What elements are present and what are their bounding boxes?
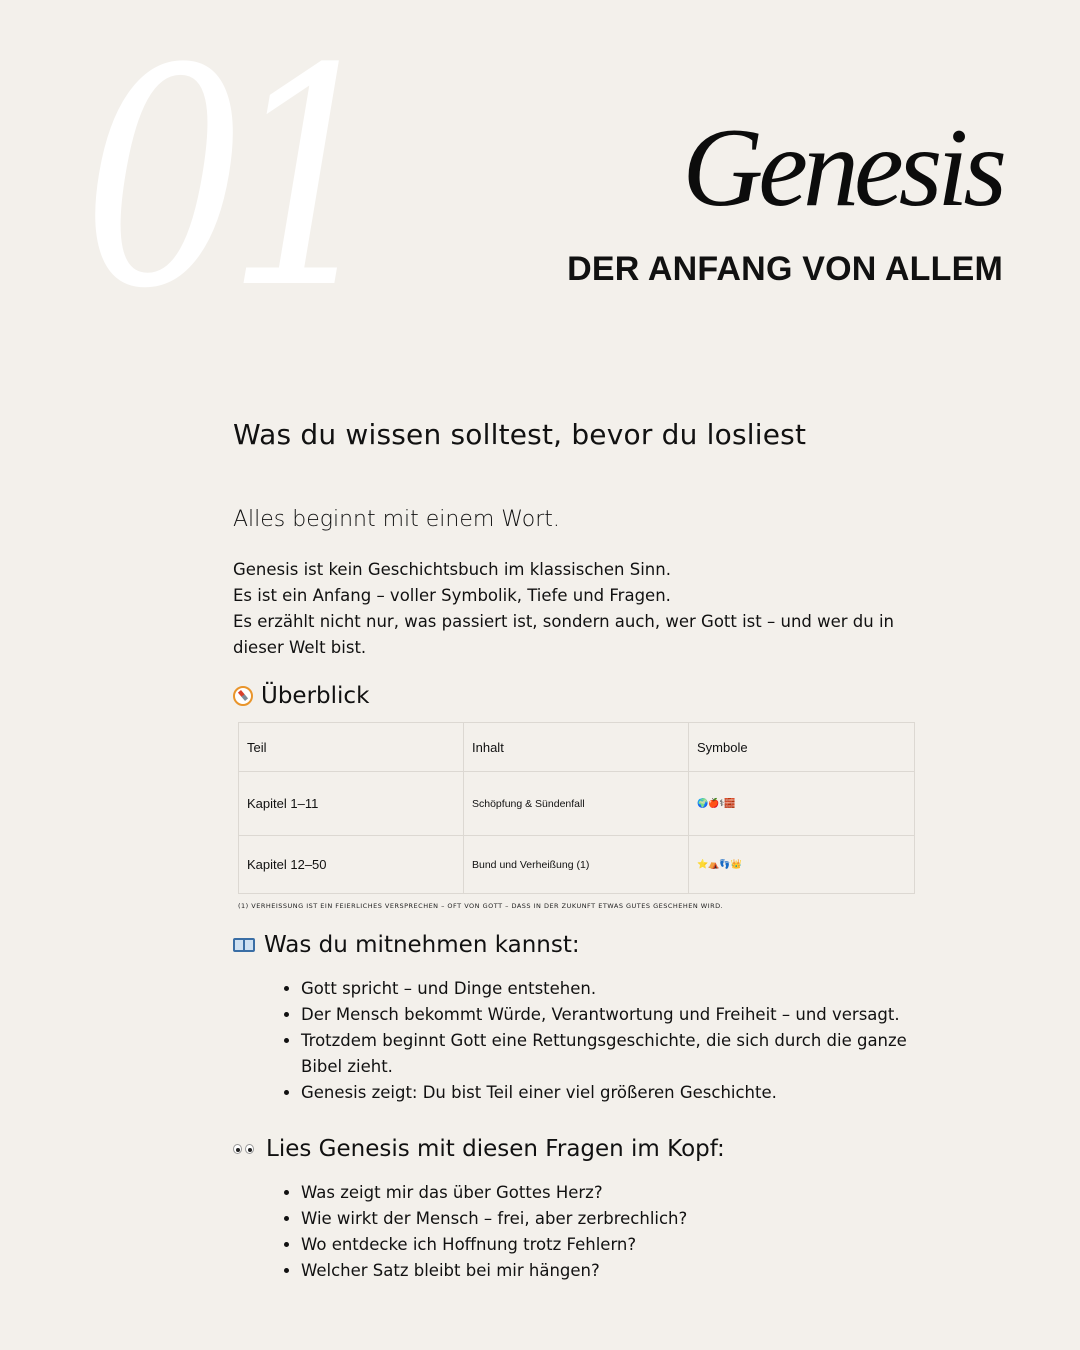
eyes-icon [233,1144,257,1154]
table-cell: Kapitel 1–11 [239,772,464,836]
section-heading: Was du wissen solltest, bevor du losliest [233,418,807,451]
overview-heading [233,683,923,709]
lead-text: Alles beginnt mit einem Wort. [233,507,560,532]
intro-line: Es ist ein Anfang – voller Symbolik, Tiefe und Fragen. [233,586,671,605]
list-item: • Wo entdecke ich Hoffnung trotz Fehlern? [301,1232,923,1258]
symbol-cell: ⭐⛺👣👑 [689,836,915,894]
table-row [239,836,915,894]
questions-title: Lies Genesis mit diesen Fragen im Kopf: [266,1136,725,1162]
table-row [239,772,915,836]
intro-line: Es erzählt nicht nur, was passiert ist, sondern auch, wer Gott ist – und wer du in dieser Welt bist. [233,612,895,657]
takeaways-heading [233,932,923,958]
main-content [233,418,923,1284]
intro-paragraph [233,557,923,661]
overview-title: Überblick [261,683,370,709]
table-header-cell: Inhalt [464,723,689,772]
page-subtitle: DER ANFANG VON ALLEM [567,250,1003,288]
list-item: • Trotzdem beginnt Gott eine Rettungsgeschichte, die sich durch die ganze Bibel zieht. [301,1028,923,1080]
table-footnote: (1) VERHEISSUNG IST EIN FEIERLICHES VERSPRECHEN – OFT VON GOTT – DASS IN DER ZUKUNFT ETWAS GUTES GESCHEHEN WIRD. [238,902,724,910]
table-header-cell: Symbole [689,723,915,772]
chapter-number: 01 [82,5,370,354]
list-item: • Wie wirkt der Mensch – frei, aber zerbrechlich? [301,1206,923,1232]
list-item: • Genesis zeigt: Du bist Teil einer viel größeren Geschichte. [301,1080,923,1106]
table-header-row [239,723,915,772]
symbol-cell: 🌍🍎⚕🧱 [689,772,915,836]
questions-list [233,1180,923,1284]
list-item: • Was zeigt mir das über Gottes Herz? [301,1180,923,1206]
takeaways-title: Was du mitnehmen kannst: [264,932,580,958]
compass-icon [233,686,253,706]
table-header-cell: Teil [239,723,464,772]
takeaways-list [233,976,923,1106]
list-item: • Gott spricht – und Dinge entstehen. [301,976,923,1002]
intro-line: Genesis ist kein Geschichtsbuch im klassischen Sinn. [233,560,671,579]
page-title: Genesis [682,106,1002,230]
table-cell: Kapitel 12–50 [239,836,464,894]
table-cell: Schöpfung & Sündenfall [464,772,689,836]
list-item: • Der Mensch bekommt Würde, Verantwortung und Freiheit – und versagt. [301,1002,923,1028]
book-icon [233,938,255,952]
questions-heading [233,1136,923,1162]
overview-table [238,722,915,894]
list-item: • Welcher Satz bleibt bei mir hängen? [301,1258,923,1284]
table-cell: Bund und Verheißung (1) [464,836,689,894]
